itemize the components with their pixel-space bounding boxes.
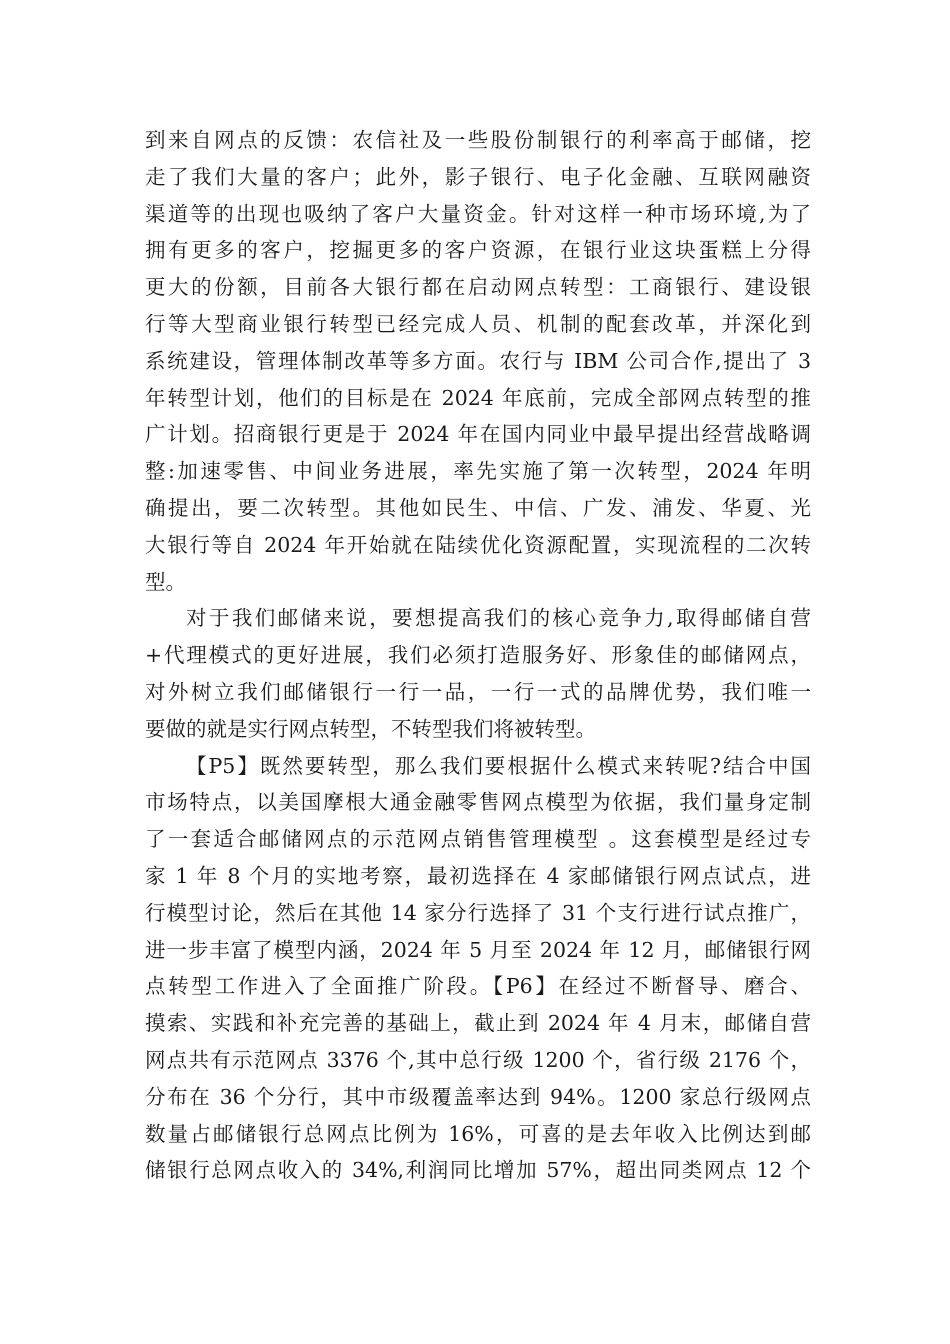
- text-line: 数量占邮储银行总网点比例为 16%，可喜的是去年收入比例达到邮: [145, 1121, 811, 1146]
- text-line: 分布在 36 个分行，其中市级覆盖率达到 94%。1200 家总行级网点: [145, 1084, 811, 1109]
- text-line: 家 1 年 8 个月的实地考察，最初选择在 4 家邮储银行网点试点，进: [145, 863, 811, 888]
- text-line: 行模型讨论，然后在其他 14 家分行选择了 31 个支行进行试点推广，: [145, 900, 811, 925]
- text-line: 系统建设，管理体制改革等多方面。农行与 IBM 公司合作,提出了 3: [145, 348, 811, 373]
- paragraph-1: [145, 122, 811, 600]
- text-line: +代理模式的更好进展，我们必须打造服务好、形象佳的邮储网点，: [145, 643, 811, 668]
- text-line: 拥有更多的客户，挖掘更多的客户资源，在银行业这块蛋糕上分得: [145, 238, 811, 263]
- text-line: 到来自网点的反馈：农信社及一些股份制银行的利率高于邮储，挖: [145, 128, 811, 152]
- document-body: [145, 122, 811, 1189]
- text-line: 对于我们邮储来说，要想提高我们的核心竞争力,取得邮储自营: [186, 606, 811, 631]
- text-line: 大银行等自 2024 年开始就在陆续优化资源配置，实现流程的二次转: [145, 532, 811, 557]
- text-line: 广计划。招商银行更是于 2024 年在国内同业中最早提出经营战略调: [145, 422, 811, 447]
- text-line: 储银行总网点收入的 34%,利润同比增加 57%，超出同类网点 12 个: [145, 1158, 811, 1183]
- text-line: 点转型工作进入了全面推广阶段。【P6】在经过不断督导、磨合、: [145, 974, 811, 999]
- text-line: 市场特点，以美国摩根大通金融零售网点模型为依据，我们量身定制: [145, 790, 811, 815]
- text-line: 摸索、实践和补充完善的基础上，截止到 2024 年 4 月末，邮储自营: [145, 1011, 811, 1036]
- text-line: 了一套适合邮储网点的示范网点销售管理模型 。这套模型是经过专: [145, 827, 811, 852]
- text-line: 渠道等的出现也吸纳了客户大量资金。针对这样一种市场环境,为了: [145, 201, 811, 226]
- paragraph-3: [145, 748, 811, 1190]
- text-line: 走了我们大量的客户；此外，影子银行、电子化金融、互联网融资: [145, 164, 811, 189]
- text-line: 网点共有示范网点 3376 个,其中总行级 1200 个，省行级 2176 个，: [145, 1047, 811, 1072]
- paragraph-2: [145, 600, 811, 747]
- text-line: 要做的就是实行网点转型，不转型我们将被转型。: [145, 716, 596, 741]
- text-line: 行等大型商业银行转型已经完成人员、机制的配套改革，并深化到: [145, 311, 811, 336]
- text-line: 更大的份额，目前各大银行都在启动网点转型：工商银行、建设银: [145, 275, 811, 300]
- text-line: 整:加速零售、中间业务进展，率先实施了第一次转型，2024 年明: [145, 459, 811, 484]
- text-line: 确提出，要二次转型。其他如民生、中信、广发、浦发、华夏、光: [145, 495, 811, 520]
- text-line: 【P5】既然要转型，那么我们要根据什么模式来转呢?结合中国: [186, 753, 811, 778]
- text-line: 年转型计划，他们的目标是在 2024 年底前，完成全部网点转型的推: [145, 385, 811, 410]
- text-line: 进一步丰富了模型内涵，2024 年 5 月至 2024 年 12 月，邮储银行网: [145, 937, 811, 962]
- text-line: 型。: [145, 569, 186, 594]
- text-line: 对外树立我们邮储银行一行一品，一行一式的品牌优势，我们唯一: [145, 679, 811, 704]
